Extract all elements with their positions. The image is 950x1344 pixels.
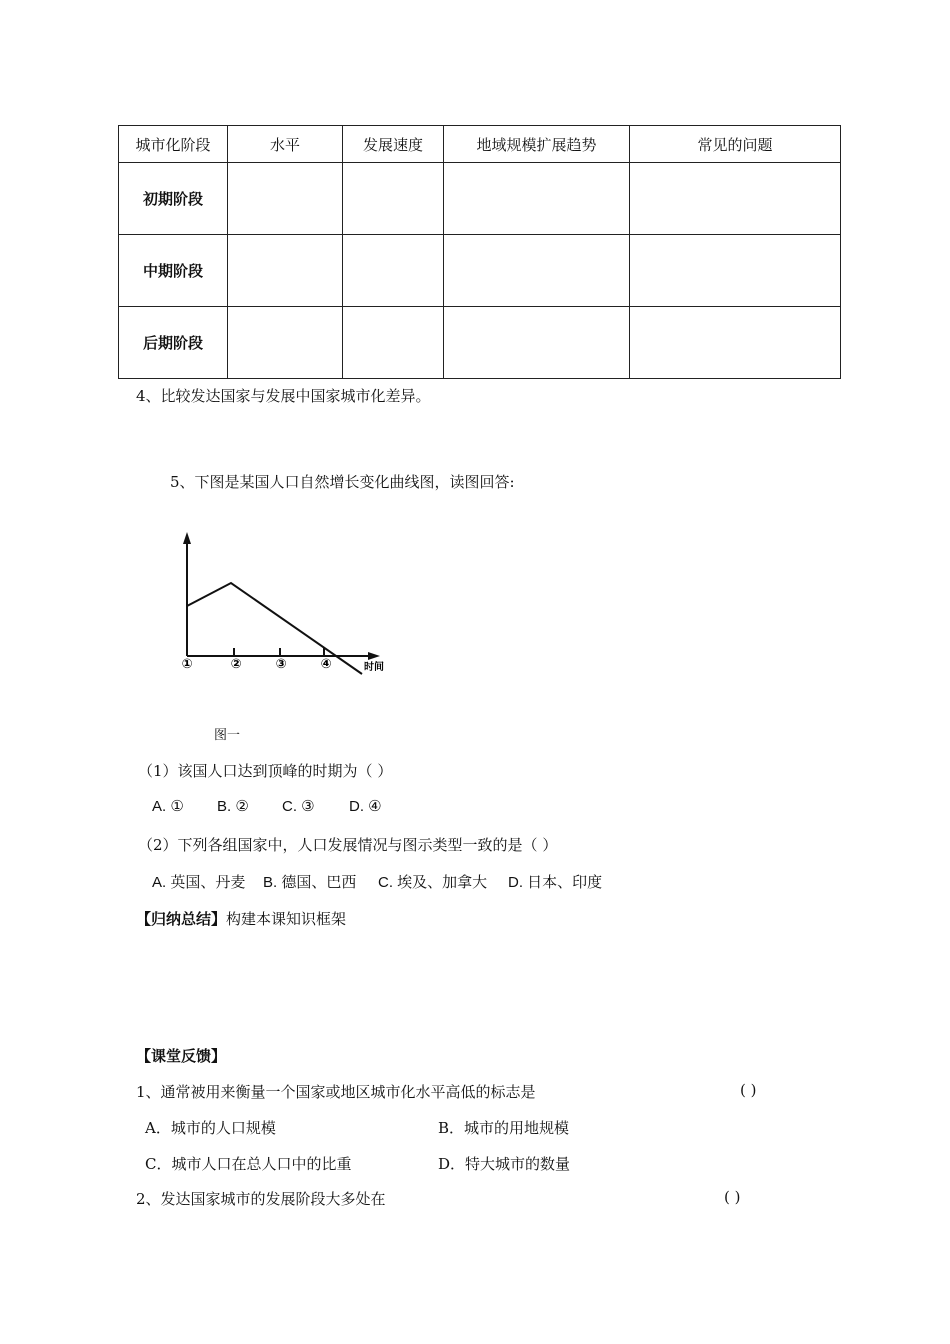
table-cell[interactable] bbox=[444, 235, 630, 307]
header-stage: 城市化阶段 bbox=[119, 126, 228, 163]
feedback-q1-option-a[interactable]: A．城市的人口规模 bbox=[145, 1119, 276, 1137]
x-axis-arrow bbox=[368, 652, 380, 660]
q5-sub1-option-a[interactable]: A. ① bbox=[152, 798, 184, 815]
question-4: 4、比较发达国家与发展中国家城市化差异。 bbox=[136, 387, 431, 405]
row-label-initial: 初期阶段 bbox=[119, 163, 228, 235]
table-cell[interactable] bbox=[343, 163, 444, 235]
feedback-q1-option-d[interactable]: D．特大城市的数量 bbox=[438, 1155, 571, 1173]
summary-heading: 【归纳总结】 bbox=[136, 911, 227, 928]
q5-sub2-option-d[interactable]: D. 日本、印度 bbox=[508, 874, 603, 891]
header-speed: 发展速度 bbox=[343, 126, 444, 163]
table-cell[interactable] bbox=[630, 235, 841, 307]
q5-sub2-option-b[interactable]: B. 德国、巴西 bbox=[263, 874, 357, 891]
figure-caption: 图一 bbox=[214, 727, 241, 742]
x-mark-1: ① bbox=[181, 657, 193, 672]
table-cell[interactable] bbox=[343, 307, 444, 379]
table-cell[interactable] bbox=[228, 235, 343, 307]
feedback-q2-answer-paren[interactable]: ( ) bbox=[724, 1188, 741, 1206]
table-cell[interactable] bbox=[630, 307, 841, 379]
feedback-q2-question: 2、发达国家城市的发展阶段大多处在 bbox=[136, 1190, 386, 1208]
x-axis-label: 时间 bbox=[364, 662, 384, 673]
feedback-q1-option-b[interactable]: B．城市的用地规模 bbox=[438, 1119, 570, 1137]
header-level: 水平 bbox=[228, 126, 343, 163]
y-axis-arrow bbox=[183, 532, 191, 544]
feedback-q1-question: 1、通常被用来衡量一个国家或地区城市化水平高低的标志是 bbox=[136, 1083, 536, 1101]
header-problems: 常见的问题 bbox=[630, 126, 841, 163]
table-cell[interactable] bbox=[444, 163, 630, 235]
q5-sub1-option-b[interactable]: B. ② bbox=[217, 798, 249, 815]
table-cell[interactable] bbox=[630, 163, 841, 235]
table-cell[interactable] bbox=[228, 307, 343, 379]
q5-sub2-option-c[interactable]: C. 埃及、加拿大 bbox=[378, 874, 488, 891]
header-scale-trend: 地域规模扩展趋势 bbox=[444, 126, 630, 163]
table-cell[interactable] bbox=[228, 163, 343, 235]
x-mark-3: ③ bbox=[275, 657, 287, 672]
table-header-row bbox=[119, 126, 841, 163]
summary-line bbox=[136, 908, 346, 929]
table-cell[interactable] bbox=[444, 307, 630, 379]
table-cell[interactable] bbox=[343, 235, 444, 307]
summary-text: 构建本课知识框架 bbox=[226, 910, 347, 928]
question-5-prompt: 5、下图是某国人口自然增长变化曲线图，读图回答: bbox=[170, 473, 515, 491]
population-growth-figure bbox=[176, 530, 396, 680]
x-mark-4: ④ bbox=[320, 657, 332, 672]
q5-sub1-question: （1）该国人口达到顶峰的时期为（ ） bbox=[138, 762, 393, 780]
row-label-middle: 中期阶段 bbox=[119, 235, 228, 307]
urbanization-stage-table bbox=[118, 125, 841, 379]
table-row bbox=[119, 163, 841, 235]
q5-sub1-option-d[interactable]: D. ④ bbox=[349, 798, 382, 815]
feedback-q1-option-c[interactable]: C．城市人口在总人口中的比重 bbox=[145, 1155, 352, 1173]
table-row bbox=[119, 307, 841, 379]
q5-sub2-question: （2）下列各组国家中，人口发展情况与图示类型一致的是（ ） bbox=[138, 836, 558, 854]
x-mark-2: ② bbox=[230, 657, 242, 672]
q5-sub2-option-a[interactable]: A. 英国、丹麦 bbox=[152, 874, 246, 891]
row-label-late: 后期阶段 bbox=[119, 307, 228, 379]
table-row bbox=[119, 235, 841, 307]
feedback-q1-answer-paren[interactable]: ( ) bbox=[740, 1081, 757, 1099]
feedback-heading: 【课堂反馈】 bbox=[136, 1048, 227, 1065]
q5-sub1-option-c[interactable]: C. ③ bbox=[282, 798, 315, 815]
